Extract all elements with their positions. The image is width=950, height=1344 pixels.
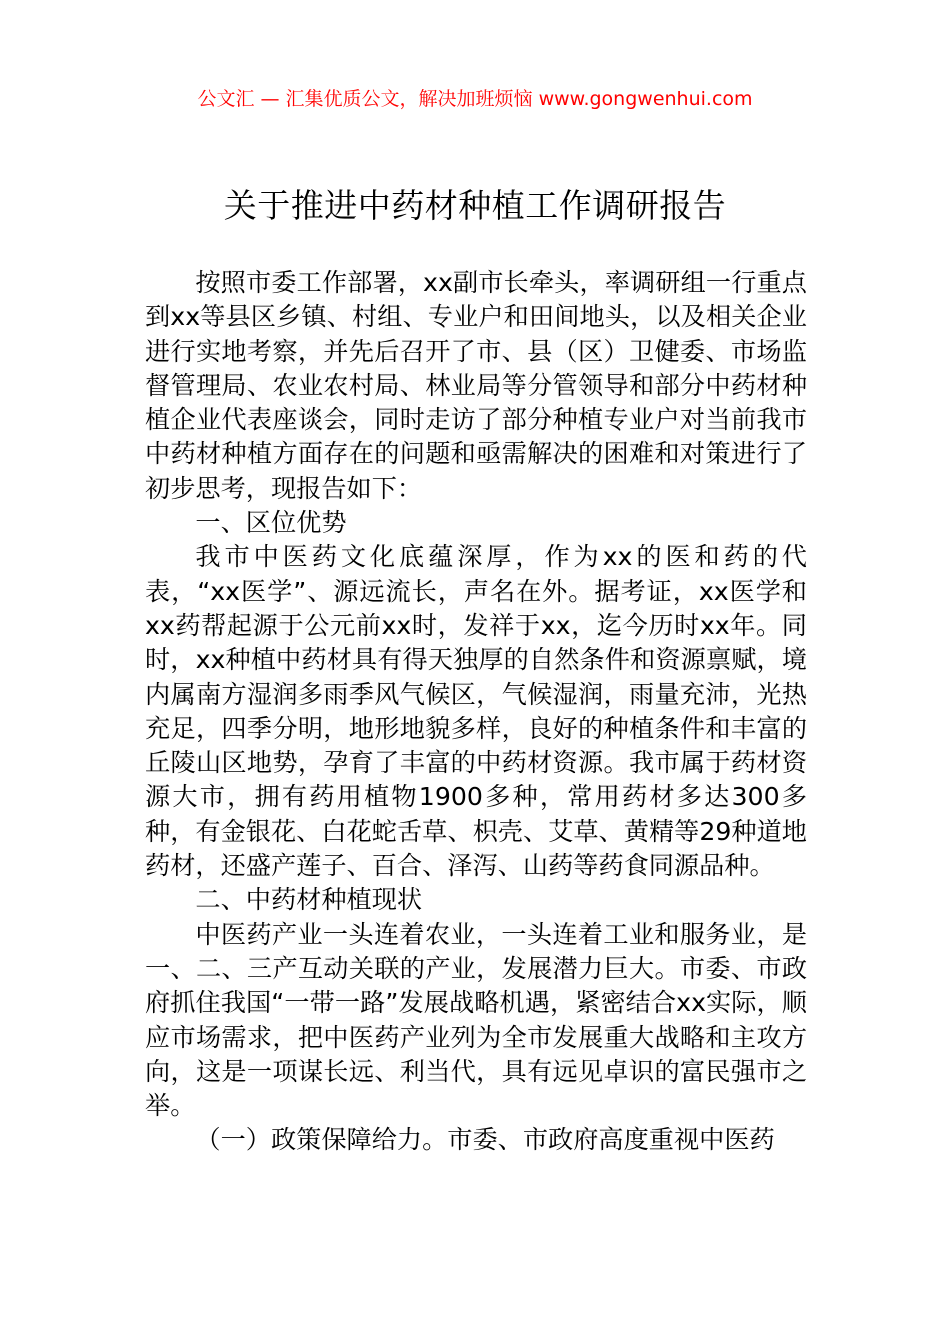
header-banner[interactable]: 公文汇 — 汇集优质公文，解决加班烦恼 www.gongwenhui.com (197, 88, 753, 110)
document-body (145, 266, 807, 1158)
paragraph-location-advantage: 我市中医药文化底蕴深厚，作为xx的医和药的代表，“xx医学”、源远流长，声名在外。据考证，xx医学和xx药帮起源于公元前xx时，发祥于xx，迄今历时xx年。同时，xx种植中药材具有得天独厚的自然条件和资源禀赋，境内属南方湿润多雨季风气候区，气候湿润，雨量充沛，光热充足，四季分明，地形地貌多样，良好的种植条件和丰富的丘陵山区地势，孕育了丰富的中药材资源。我市属于药材资源大市，拥有药用植物1900多种，常用药材多达300多种，有金银花、白花蛇舌草、枳壳、艾草、黄精等29种道地药材，还盛产莲子、百合、泽泻、山药等药食同源品种。 (145, 542, 807, 881)
document-title: 关于推进中药材种植工作调研报告 (223, 186, 727, 225)
paragraph-intro: 按照市委工作部署，xx副市长牵头，率调研组一行重点到xx等县区乡镇、村组、专业户和田间地头，以及相关企业进行实地考察，并先后召开了市、县（区）卫健委、市场监督管理局、农业农村局、林业局等分管领导和部分中药材种植企业代表座谈会，同时走访了部分种植专业户对当前我市中药材种植方面存在的问题和亟需解决的困难和对策进行了初步思考，现报告如下： (145, 268, 807, 503)
section-heading-2: 二、中药材种植现状 (195, 885, 423, 915)
section-heading-1: 一、区位优势 (195, 508, 347, 538)
paragraph-policy-support: （一）政策保障给力。市委、市政府高度重视中医药 (195, 1125, 775, 1155)
paragraph-current-status: 中医药产业一头连着农业，一头连着工业和服务业，是一、二、三产互动关联的产业，发展潜力巨大。市委、市政府抓住我国“一带一路”发展战略机遇，紧密结合xx实际，顺应市场需求，把中医药产业列为全市发展重大战略和主攻方向，这是一项谋长远、利当代，具有远见卓识的富民强市之举。 (145, 919, 807, 1121)
